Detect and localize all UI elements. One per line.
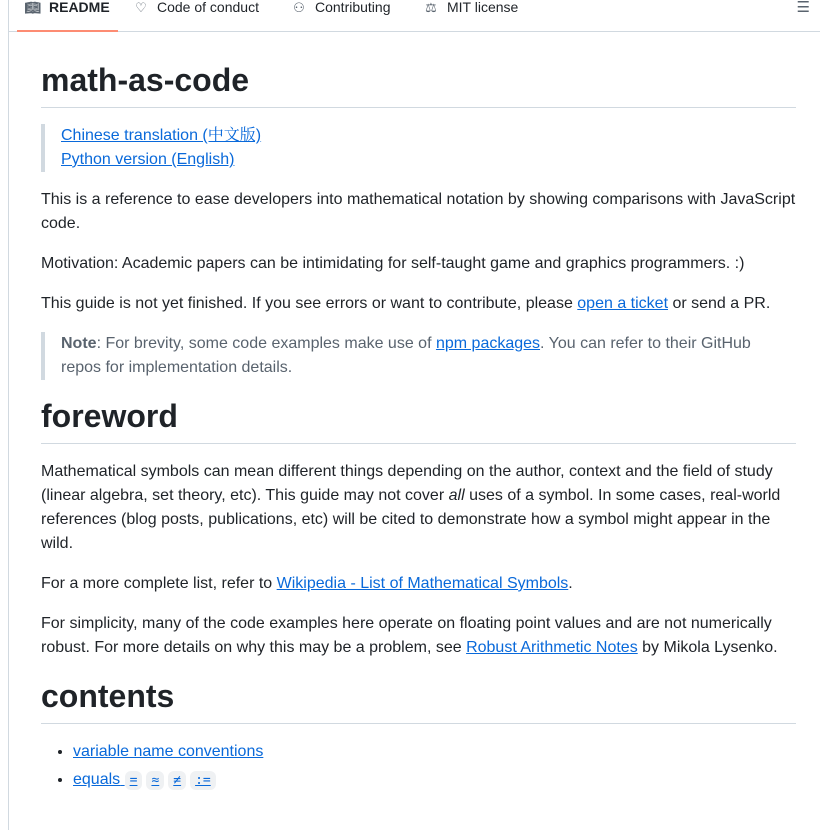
tab-readme[interactable]: [25, 0, 110, 31]
tab-label: README: [49, 0, 110, 15]
text: For simplicity, many of the code examples here operate on floating point values and are not numerically robust. For more details on why this may be a problem, see: [41, 615, 772, 656]
chinese-translation-link[interactable]: Chinese translation (中文版): [61, 127, 262, 144]
tab-code-of-conduct[interactable]: [133, 0, 259, 31]
text: . You can refer to their GitHub repos for implementation details.: [61, 335, 751, 376]
code: ≈: [146, 771, 164, 790]
robust-arithmetic-link[interactable]: Robust Arithmetic Notes: [466, 639, 638, 656]
text: uses of a symbol. In some cases, real-world references (blog posts, publications, etc) will be cited to demonstrate how a symbol might appear in the wild.: [41, 487, 781, 552]
text: or send a PR.: [668, 295, 771, 312]
text: Mathematical symbols can mean different things depending on the author, context and the field of study (linear algebra, set theory, etc). This guide may not cover: [41, 463, 773, 504]
readme-content: [41, 60, 796, 797]
reference-paragraph: [41, 572, 796, 596]
variable-name-conventions-link[interactable]: variable name conventions: [73, 743, 264, 760]
readme-tabs: [9, 0, 820, 32]
text: : For brevity, some code examples make use of: [96, 335, 436, 352]
note-label: Note: [61, 335, 97, 352]
list-item: [73, 768, 796, 793]
code: =: [125, 771, 143, 790]
page-title: math-as-code: [41, 60, 796, 108]
code: :=: [190, 771, 216, 790]
intro-paragraph: This is a reference to ease developers into mathematical notation by showing comparisons with JavaScript code.: [41, 191, 796, 232]
tab-label: MIT license: [447, 0, 519, 15]
npm-packages-link[interactable]: npm packages: [435, 335, 541, 352]
text: This guide is not yet finished. If you see errors or want to contribute, please: [41, 295, 578, 312]
text: by Mikola Lysenko.: [637, 639, 778, 656]
text: .: [568, 575, 573, 592]
equals-link[interactable]: [73, 771, 220, 788]
tab-mit-license[interactable]: [423, 0, 518, 31]
foreword-heading: foreword: [41, 396, 796, 444]
list-item: [73, 740, 796, 764]
link-text: equals: [73, 771, 121, 788]
code: ≠: [168, 771, 186, 790]
motivation-paragraph: Motivation: Academic papers can be intimidating for self-taught game and graphics programmers. :): [41, 255, 745, 272]
note-quote: [41, 332, 796, 380]
law-icon: ⚖: [425, 0, 437, 15]
status-paragraph: [41, 292, 796, 316]
tab-label: Contributing: [315, 0, 391, 15]
people-icon: ⚇: [293, 0, 305, 15]
emphasis: all: [448, 487, 465, 504]
tab-label: Code of conduct: [157, 0, 259, 15]
code-of-conduct-icon: ♡: [135, 0, 147, 15]
open-ticket-link[interactable]: open a ticket: [577, 295, 669, 312]
wikipedia-link[interactable]: Wikipedia - List of Mathematical Symbols: [276, 575, 569, 592]
contents-heading: contents: [41, 676, 796, 724]
book-icon: 📖︎: [24, 0, 42, 15]
foreword-paragraph: [41, 460, 796, 556]
translations-quote: [41, 124, 796, 172]
text: For a more complete list, refer to: [41, 575, 277, 592]
tab-contributing[interactable]: [291, 0, 391, 31]
simplicity-paragraph: [41, 612, 796, 660]
contents-list: [41, 740, 796, 793]
outline-list-icon[interactable]: ☰: [796, 0, 810, 16]
python-version-link[interactable]: Python version (English): [61, 151, 235, 168]
